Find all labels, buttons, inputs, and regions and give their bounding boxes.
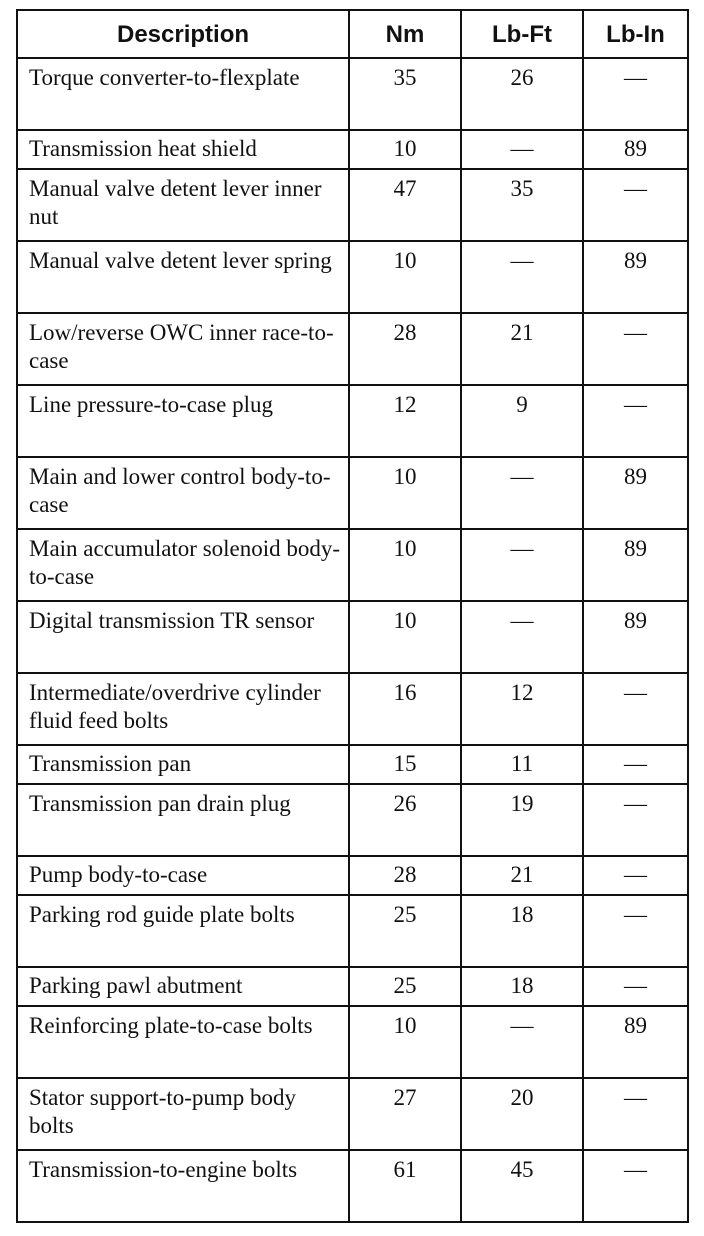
table-row [17, 967, 688, 1006]
table-row [17, 856, 688, 895]
cell-description: Main and lower control body-to-case [17, 457, 349, 529]
cell-lbft: 26 [461, 58, 583, 130]
cell-lbft: 19 [461, 784, 583, 856]
cell-nm: 25 [349, 895, 461, 967]
cell-lbin: 89 [583, 529, 688, 601]
table-header [17, 10, 688, 58]
cell-lbin: 89 [583, 457, 688, 529]
cell-description: Intermediate/overdrive cylinder fluid feed bolts [17, 673, 349, 745]
table-body [17, 58, 688, 1222]
table-row [17, 58, 688, 130]
table-row [17, 1078, 688, 1150]
header-nm: Nm [349, 10, 461, 58]
cell-description: Parking rod guide plate bolts [17, 895, 349, 967]
cell-lbin: 89 [583, 1006, 688, 1078]
cell-nm: 10 [349, 241, 461, 313]
cell-lbft: 11 [461, 745, 583, 784]
cell-description: Torque converter-to-flexplate [17, 58, 349, 130]
table-row [17, 745, 688, 784]
table-row [17, 1006, 688, 1078]
cell-lbft: 9 [461, 385, 583, 457]
cell-lbin: — [583, 784, 688, 856]
cell-lbft: 18 [461, 895, 583, 967]
cell-description: Transmission heat shield [17, 130, 349, 169]
cell-nm: 47 [349, 169, 461, 241]
cell-lbft: — [461, 130, 583, 169]
table-row [17, 130, 688, 169]
cell-description: Digital transmission TR sensor [17, 601, 349, 673]
cell-description: Main accumulator solenoid body-to-case [17, 529, 349, 601]
cell-nm: 35 [349, 58, 461, 130]
cell-nm: 26 [349, 784, 461, 856]
header-lbft: Lb-Ft [461, 10, 583, 58]
cell-lbft: 21 [461, 856, 583, 895]
cell-lbft: — [461, 241, 583, 313]
cell-description: Line pressure-to-case plug [17, 385, 349, 457]
table-row [17, 169, 688, 241]
cell-nm: 25 [349, 967, 461, 1006]
cell-description: Stator support-to-pump body bolts [17, 1078, 349, 1150]
cell-description: Transmission-to-engine bolts [17, 1150, 349, 1222]
cell-description: Manual valve detent lever inner nut [17, 169, 349, 241]
table-row [17, 241, 688, 313]
cell-lbin: — [583, 967, 688, 1006]
cell-lbin: — [583, 1150, 688, 1222]
cell-lbin: — [583, 856, 688, 895]
cell-nm: 28 [349, 313, 461, 385]
cell-nm: 15 [349, 745, 461, 784]
cell-lbin: — [583, 745, 688, 784]
table-row [17, 457, 688, 529]
header-description: Description [17, 10, 349, 58]
cell-lbin: — [583, 673, 688, 745]
cell-description: Low/reverse OWC inner race-to-case [17, 313, 349, 385]
table-row [17, 601, 688, 673]
header-row [17, 10, 688, 58]
cell-lbft: 21 [461, 313, 583, 385]
table-row [17, 385, 688, 457]
cell-lbin: — [583, 313, 688, 385]
cell-nm: 10 [349, 457, 461, 529]
cell-lbft: — [461, 457, 583, 529]
header-lbin: Lb-In [583, 10, 688, 58]
cell-description: Transmission pan drain plug [17, 784, 349, 856]
cell-lbin: 89 [583, 601, 688, 673]
cell-nm: 27 [349, 1078, 461, 1150]
cell-lbft: 18 [461, 967, 583, 1006]
cell-lbin: 89 [583, 130, 688, 169]
cell-nm: 28 [349, 856, 461, 895]
cell-description: Manual valve detent lever spring [17, 241, 349, 313]
cell-lbft: 12 [461, 673, 583, 745]
cell-lbin: — [583, 385, 688, 457]
table-row [17, 313, 688, 385]
cell-lbft: — [461, 1006, 583, 1078]
cell-description: Reinforcing plate-to-case bolts [17, 1006, 349, 1078]
cell-lbin: 89 [583, 241, 688, 313]
cell-nm: 61 [349, 1150, 461, 1222]
cell-lbin: — [583, 895, 688, 967]
cell-nm: 10 [349, 529, 461, 601]
cell-lbft: 35 [461, 169, 583, 241]
cell-nm: 12 [349, 385, 461, 457]
cell-nm: 16 [349, 673, 461, 745]
table-row [17, 784, 688, 856]
cell-nm: 10 [349, 1006, 461, 1078]
cell-description: Parking pawl abutment [17, 967, 349, 1006]
cell-lbft: — [461, 529, 583, 601]
cell-lbft: 45 [461, 1150, 583, 1222]
table-row [17, 1150, 688, 1222]
cell-lbft: — [461, 601, 583, 673]
cell-description: Transmission pan [17, 745, 349, 784]
table-row [17, 895, 688, 967]
cell-lbft: 20 [461, 1078, 583, 1150]
cell-nm: 10 [349, 130, 461, 169]
table-row [17, 529, 688, 601]
table-row [17, 673, 688, 745]
cell-description: Pump body-to-case [17, 856, 349, 895]
cell-lbin: — [583, 1078, 688, 1150]
cell-nm: 10 [349, 601, 461, 673]
torque-spec-table [16, 9, 689, 1223]
cell-lbin: — [583, 169, 688, 241]
cell-lbin: — [583, 58, 688, 130]
